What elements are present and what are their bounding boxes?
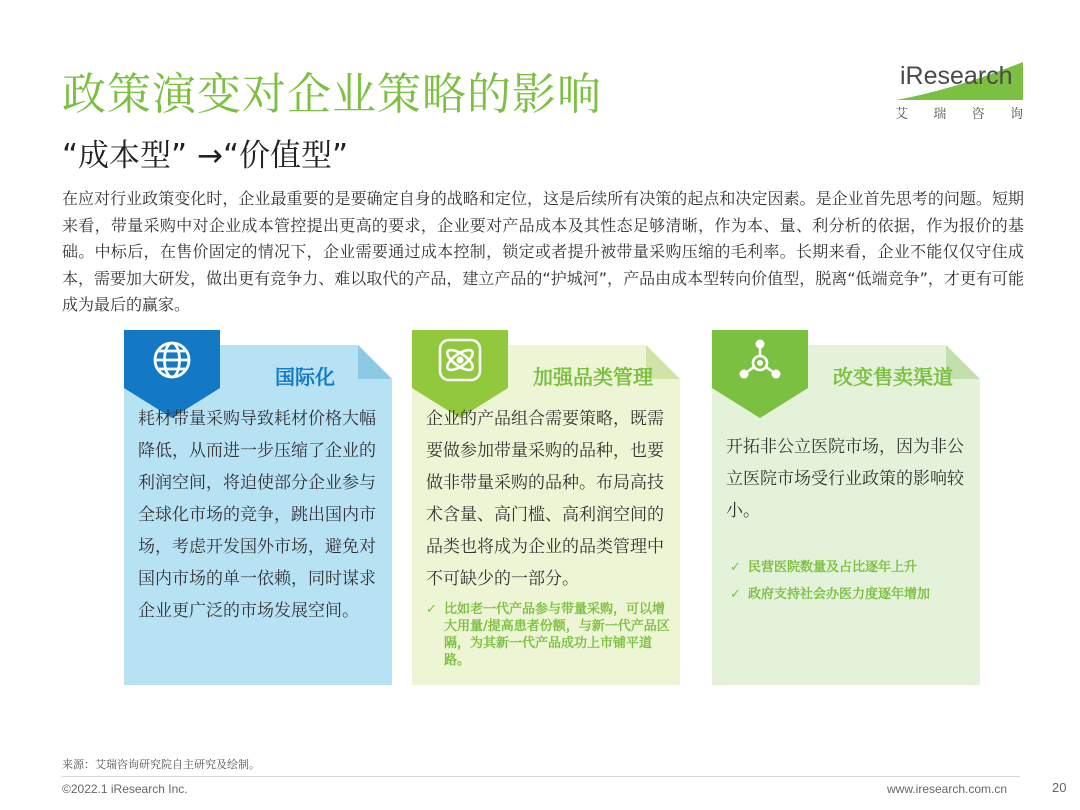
checkmark-icon: ✓ [730, 560, 741, 575]
footer-divider [62, 776, 1020, 777]
checkmark-icon: ✓ [730, 587, 741, 602]
card-title: 加强品类管理 [533, 365, 653, 389]
card-sales-channel [712, 345, 980, 685]
card-body: 开拓非公立医院市场，因为非公立医院市场受行业政策的影响较小。 [726, 437, 964, 521]
page-number: 20 [1052, 780, 1067, 795]
copyright: ©2022.1 iResearch Inc. [62, 782, 188, 796]
logo-chinese-name [895, 103, 1023, 122]
card-body: 企业的产品组合需要策略，既需要做参加带量采购的品种，也要做非带量采购的品种。布局高技术含量、高门槛、高利润空间的品类也将成为企业的品类管理中不可缺少的一部分。 [426, 409, 664, 589]
website-link[interactable]: www.iresearch.com.cn [887, 782, 1008, 796]
card-bullet: ✓ 民营医院数量及占比逐年上升 [730, 560, 918, 575]
checkmark-icon: ✓ [426, 602, 437, 617]
card-badge [712, 330, 808, 426]
card-title: 国际化 [275, 365, 335, 389]
globe-icon [148, 336, 196, 384]
logo-char: 询 [1009, 107, 1023, 122]
page-subtitle: “成本型” →“价值型” [62, 138, 349, 174]
logo-char: 瑞 [933, 107, 947, 122]
source-note: 来源：艾瑞咨询研究院自主研究及绘制。 [62, 758, 260, 771]
logo-char: 咨 [971, 107, 985, 122]
card-bullet: ✓ 比如老一代产品参与带量采购，可以增大用量/提高患者份额，与新一代产品区隔，为其新一代产品成功上市铺平道路。 [426, 602, 670, 668]
page-title: 政策演变对企业策略的影响 [62, 69, 602, 120]
card-category-management [412, 345, 680, 685]
card-title: 改变售卖渠道 [833, 365, 953, 389]
network-icon [736, 336, 784, 384]
card-bullet: ✓ 政府支持社会办医力度逐年增加 [730, 587, 931, 602]
logo-char: 艾 [895, 107, 909, 122]
intro-paragraph: 在应对行业政策变化时，企业最重要的是要确定自身的战略和定位，这是后续所有决策的起点和决定因素。是企业首先思考的问题。短期来看，带量采购中对企业成本管控提出更高的要求，企业要对产品成本及其性态足够清晰，作为本、量、利分析的依据，作为报价的基础。中标后，在售价固定的情况下，企业需要通过成本控制，锁定或者提升被带量采购压缩的毛利率。长期来看，企业不能仅仅守住成本，需要加大研发，做出更有竞争力、难以取代的产品，建立产品的“护城河”，产品由成本型转向价值型，脱离“低端竞争”，才更有可能成为最后的赢家。 [62, 189, 1024, 314]
iresearch-logo [892, 60, 1027, 124]
card-body: 耗材带量采购导致耗材价格大幅降低，从而进一步压缩了企业的利润空间，将迫使部分企业参与全球化市场的竞争，跳出国内市场，考虑开发国外市场，避免对国内市场的单一依赖，同时谋求企业更广泛的市场发展空间。 [138, 409, 376, 621]
logo-wordmark: iResearch [900, 62, 1013, 90]
card-internationalization [124, 345, 392, 685]
atom-icon [436, 336, 484, 384]
